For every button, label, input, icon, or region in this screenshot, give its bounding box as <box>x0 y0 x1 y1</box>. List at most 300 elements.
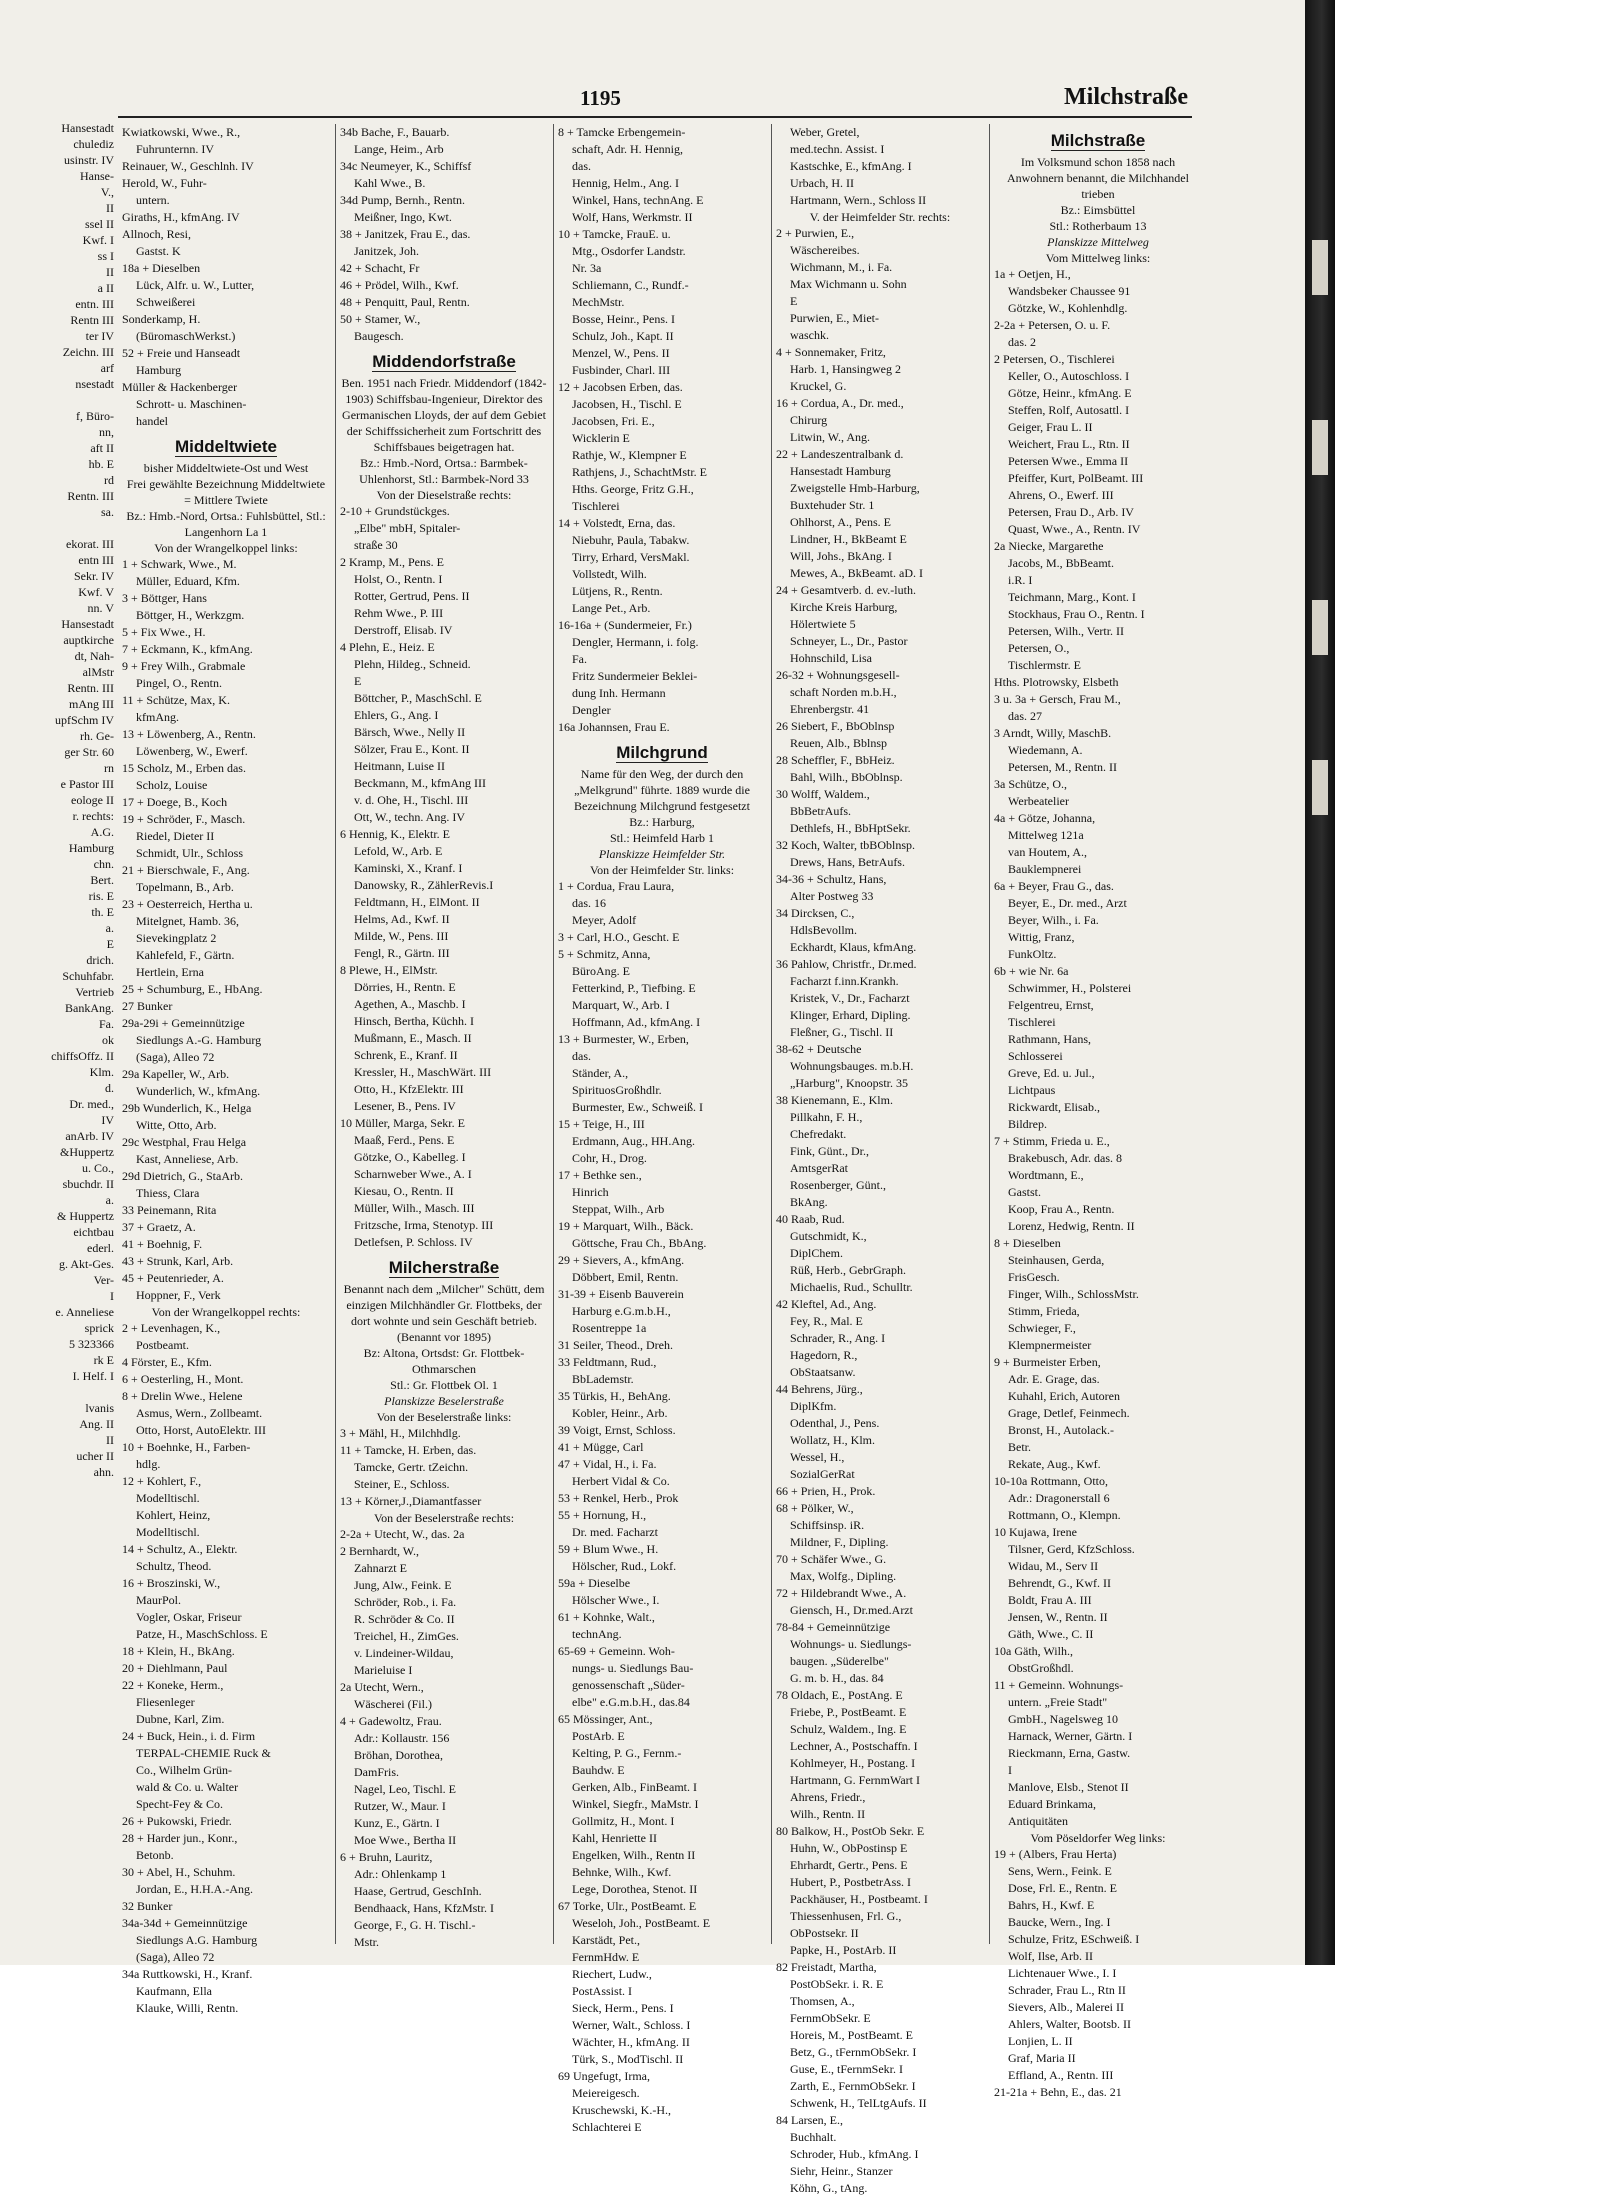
resident-entry: Fa. <box>572 652 587 666</box>
house-number-entry: 38-62 + Deutsche <box>776 1042 862 1056</box>
resident-entry: Fleßner, G., Tischl. II <box>790 1025 894 1039</box>
margin-fragment: auptkirche <box>63 633 114 647</box>
margin-fragment: sprick <box>84 1321 114 1335</box>
resident-entry: Klauke, Willi, Rentn. <box>136 2001 239 2015</box>
resident-entry: Hertlein, Erna <box>136 965 204 979</box>
house-number-entry: 19 + (Albers, Frau Herta) <box>994 1847 1117 1861</box>
resident-entry: Widau, M., Serv II <box>1008 1559 1099 1573</box>
resident-entry: Thomsen, A., <box>790 1994 855 2008</box>
resident-entry: Rathje, W., Klempner E <box>572 448 687 462</box>
resident-entry: Steiner, E., Schloss. <box>354 1477 450 1491</box>
margin-fragment: chn. <box>93 857 114 871</box>
resident-entry: v. d. Ohe, H., Tischl. III <box>354 793 469 807</box>
resident-entry: Asmus, Wern., Zollbeamt. <box>136 1406 263 1420</box>
resident-entry: Kressler, H., MaschWärt. III <box>354 1065 492 1079</box>
resident-entry: Quast, Wwe., A., Rentn. IV <box>1008 522 1141 536</box>
house-number-entry: 13 + Löwenberg, A., Rentn. <box>122 727 256 741</box>
resident-entry: Ständer, A., <box>572 1066 629 1080</box>
resident-entry: wald & Co. u. Walter <box>136 1780 239 1794</box>
house-number-entry: Reinauer, W., Geschlnh. IV <box>122 159 254 173</box>
resident-entry: Müller, Wilh., Masch. III <box>354 1201 475 1215</box>
margin-fragment: Vertrieb <box>75 985 114 999</box>
resident-entry: Hartmann, Wern., Schloss II <box>790 193 927 207</box>
margin-fragment: E <box>106 937 114 951</box>
resident-entry: schaft Norden m.b.H., <box>790 685 897 699</box>
resident-entry: Max Wichmann u. Sohn <box>790 277 907 291</box>
resident-entry: genossenschaft „Süder- <box>572 1678 685 1692</box>
resident-entry: „Harburg", Knoopstr. 35 <box>790 1076 908 1090</box>
resident-entry: Keller, O., Autoschloss. I <box>1008 369 1130 383</box>
resident-entry: Tischlerei <box>1008 1015 1056 1029</box>
house-number-entry: 59 + Blum Wwe., H. <box>558 1542 659 1556</box>
resident-entry: ObPostsekr. II <box>790 1926 859 1940</box>
house-number-entry: 14 + Schultz, A., Elektr. <box>122 1542 238 1556</box>
resident-entry: Lege, Dorothea, Stenot. II <box>572 1882 698 1896</box>
resident-entry: technAng. <box>572 1627 622 1641</box>
house-number-entry: Müller & Hackenberger <box>122 380 238 394</box>
house-number-entry: Hths. Plotrowsky, Elsbeth <box>994 675 1119 689</box>
house-number-entry: 46 + Prödel, Wilh., Kwf. <box>340 278 459 292</box>
street-name: Middeltwiete <box>174 437 277 456</box>
house-number-entry: 11 + Gemeinn. Wohnungs- <box>994 1678 1124 1692</box>
house-number-entry: 9 + Burmeister Erben, <box>994 1355 1101 1369</box>
resident-entry: Urbach, H. II <box>790 176 854 190</box>
house-number-entry: 29c Westphal, Frau Helga <box>122 1135 247 1149</box>
resident-entry: Sievers, Alb., Malerei II <box>1008 2000 1124 2014</box>
street-description: Von der Beselerstraße links: <box>376 1410 512 1424</box>
resident-entry: Witte, Otto, Arb. <box>136 1118 217 1132</box>
resident-entry: Odenthal, J., Pens. <box>790 1416 880 1430</box>
resident-entry: Fliesenleger <box>136 1695 195 1709</box>
resident-entry: Siedlungs A.G. Hamburg <box>136 1933 258 1947</box>
street-description: Vom Mittelweg links: <box>1045 251 1151 265</box>
resident-entry: Feldtmann, H., ElMont. II <box>354 895 480 909</box>
street-description: Vom Pöseldorfer Weg links: <box>1030 1831 1166 1845</box>
resident-entry: Helms, Ad., Kwf. II <box>354 912 450 926</box>
resident-entry: Kelting, P. G., Fernm.- <box>572 1746 682 1760</box>
resident-entry: PostObSekr. i. R. E <box>790 1977 884 1991</box>
resident-entry: Lange Pet., Arb. <box>572 601 651 615</box>
resident-entry: Buxtehuder Str. 1 <box>790 498 875 512</box>
resident-entry: Ott, W., techn. Ang. IV <box>354 810 465 824</box>
resident-entry: Meyer, Adolf <box>572 913 637 927</box>
margin-fragment: rd <box>104 473 114 487</box>
house-number-entry: 30 + Abel, H., Schuhm. <box>122 1865 236 1879</box>
resident-entry: Agethen, A., Maschb. I <box>354 997 466 1011</box>
resident-entry: Marieluise I <box>354 1663 413 1677</box>
resident-entry: ObstGroßhdl. <box>1008 1661 1074 1675</box>
resident-entry: Giensch, H., Dr.med.Arzt <box>790 1603 913 1617</box>
house-number-entry: 6 + Bruhn, Lauritz, <box>340 1850 433 1864</box>
resident-entry: BüroAng. E <box>572 964 630 978</box>
house-number-entry: 34a-34d + Gemeinnützige <box>122 1916 248 1930</box>
resident-entry: Kaufmann, Ella <box>136 1984 212 1998</box>
margin-fragment: usinstr. IV <box>63 153 114 167</box>
margin-fragment: II <box>106 265 114 279</box>
resident-entry: Treichel, H., ZimGes. <box>354 1629 459 1643</box>
street-description: Name für den Weg, der durch den „Melkgrund" führte. 1889 wurde die Bezeichnung Milchgrund festgesetzt <box>574 767 750 813</box>
resident-entry: Rüß, Herb., GebrGraph. <box>790 1263 906 1277</box>
house-number-entry: 4 + Gadewoltz, Frau. <box>340 1714 442 1728</box>
resident-entry: TERPAL-CHEMIE Ruck & <box>136 1746 271 1760</box>
resident-entry: Lechner, A., Postschaffn. I <box>790 1739 918 1753</box>
resident-entry: Lorenz, Hedwig, Rentn. II <box>1008 1219 1135 1233</box>
resident-entry: Sens, Wern., Feink. E <box>1008 1864 1112 1878</box>
margin-fragment: alMstr <box>82 665 114 679</box>
resident-entry: Dengler, Hermann, i. folg. <box>572 635 699 649</box>
resident-entry: Scholz, Louise <box>136 778 208 792</box>
resident-entry: Steppat, Wilh., Arb <box>572 1202 665 1216</box>
house-number-entry: 13 + Körner,J.,Diamantfasser <box>340 1494 482 1508</box>
house-number-entry: 5 + Schmitz, Anna, <box>558 947 651 961</box>
house-number-entry: 26-32 + Wohnungsgesell- <box>776 668 900 682</box>
resident-entry: Felgentreu, Ernst, <box>1008 998 1094 1012</box>
resident-entry: schaft, Adr. H. Hennig, <box>572 142 683 156</box>
resident-entry: Beyer, E., Dr. med., Arzt <box>1008 896 1127 910</box>
resident-entry: Wilh., Rentn. II <box>790 1807 866 1821</box>
resident-entry: Kohlert, Heinz, <box>136 1508 211 1522</box>
resident-entry: Dethlefs, H., BbHptSekr. <box>790 821 911 835</box>
resident-entry: Milde, W., Pens. III <box>354 929 449 943</box>
resident-entry: straße 30 <box>354 538 398 552</box>
margin-fragment: sbuchdr. II <box>62 1177 114 1191</box>
resident-entry: van Houtem, A., <box>1008 845 1087 859</box>
resident-entry: Tirry, Erhard, VersMakl. <box>572 550 690 564</box>
resident-entry: Bronst, H., Autolack.- <box>1008 1423 1114 1437</box>
resident-entry: Schulz, Joh., Kapt. II <box>572 329 674 343</box>
house-number-entry: 29d Dietrich, G., StaArb. <box>122 1169 243 1183</box>
resident-entry: Jacobsen, Fri. E., <box>572 414 655 428</box>
resident-entry: Beyer, Wilh., i. Fa. <box>1008 913 1099 927</box>
resident-entry: Menzel, W., Pens. II <box>572 346 670 360</box>
house-number-entry: 2-10 + Grundstückges. <box>340 504 450 518</box>
resident-entry: das. <box>572 1049 591 1063</box>
resident-entry: Zweigstelle Hmb-Harburg, <box>790 481 920 495</box>
resident-entry: Wächter, H., kfmAng. II <box>572 2035 690 2049</box>
resident-entry: Baugesch. <box>354 329 404 343</box>
margin-fragment: ok <box>102 1033 114 1047</box>
resident-entry: Koop, Frau A., Rentn. <box>1008 1202 1115 1216</box>
street-heading <box>340 349 548 375</box>
resident-entry: Friebe, P., PostBeamt. E <box>790 1705 907 1719</box>
directory-column-3 <box>558 124 766 2134</box>
resident-entry: Hagedorn, R., <box>790 1348 858 1362</box>
resident-entry: Schliemann, C., Rundf.- <box>572 278 689 292</box>
resident-entry: Sölzer, Frau E., Kont. II <box>354 742 470 756</box>
resident-entry: untern. <box>136 193 170 207</box>
house-number-entry: 70 + Schäfer Wwe., G. <box>776 1552 887 1566</box>
house-number-entry: 34a Ruttkowski, H., Kranf. <box>122 1967 253 1981</box>
house-number-entry: 14 + Volstedt, Erna, das. <box>558 516 676 530</box>
house-number-entry: 47 + Vidal, H., i. Fa. <box>558 1457 657 1471</box>
resident-entry: Modelltischl. <box>136 1491 200 1505</box>
resident-entry: AmtsgerRat <box>790 1161 848 1175</box>
resident-entry: Kuhahl, Erich, Autoren <box>1008 1389 1120 1403</box>
house-number-entry: Kwiatkowski, Wwe., R., <box>122 125 241 139</box>
margin-fragment: d. <box>105 1081 114 1095</box>
resident-entry: Thiess, Clara <box>136 1186 200 1200</box>
resident-entry: Schulz, Waldem., Ing. E <box>790 1722 907 1736</box>
resident-entry: Fey, R., Mal. E <box>790 1314 863 1328</box>
resident-entry: Fengl, R., Gärtn. III <box>354 946 450 960</box>
resident-entry: Danowsky, R., ZählerRevis.I <box>354 878 494 892</box>
resident-entry: Teichmann, Marg., Kont. I <box>1008 590 1136 604</box>
resident-entry: Werner, Walt., Schloss. I <box>572 2018 691 2032</box>
house-number-entry: 7 + Eckmann, K., kfmAng. <box>122 642 253 656</box>
street-description: Benannt nach dem „Milcher" Schütt, dem einzigen Milchhändler Gr. Flottbeks, der dort wohnte und sein Geschäft betrieb. <box>343 1282 545 1328</box>
house-number-entry: 17 + Bethke sen., <box>558 1168 642 1182</box>
resident-entry: Vollstedt, Wilh. <box>572 567 647 581</box>
margin-fragment: eologe II <box>71 793 114 807</box>
resident-entry: Schmidt, Ulr., Schloss <box>136 846 244 860</box>
house-number-entry: 82 Freistadt, Martha, <box>776 1960 877 1974</box>
house-number-entry: 16a Johannsen, Frau E. <box>558 720 670 734</box>
resident-entry: Lesener, B., Pens. IV <box>354 1099 456 1113</box>
resident-entry: Götzke, O., Kabelleg. I <box>354 1150 466 1164</box>
resident-entry: MaurPol. <box>136 1593 181 1607</box>
resident-entry: Max, Wolfg., Dipling. <box>790 1569 897 1583</box>
resident-entry: Karstädt, Pet., <box>572 1933 640 1947</box>
margin-fragment: dt, Nah- <box>74 649 114 663</box>
margin-fragment: Hansestadt <box>61 617 114 631</box>
resident-entry: Hoffmann, Ad., kfmAng. I <box>572 1015 701 1029</box>
margin-fragment: Zeichn. III <box>62 345 114 359</box>
resident-entry: Schrenk, E., Kranf. II <box>354 1048 458 1062</box>
resident-entry: Wohnungsbauges. m.b.H. <box>790 1059 914 1073</box>
resident-entry: dung Inh. Hermann <box>572 686 666 700</box>
margin-fragment: e Pastor III <box>60 777 114 791</box>
house-number-entry: 20 + Diehlmann, Paul <box>122 1661 228 1675</box>
resident-entry: Patze, H., MaschSchloss. E <box>136 1627 268 1641</box>
resident-entry: Modelltischl. <box>136 1525 200 1539</box>
resident-entry: Nagel, Leo, Tischl. E <box>354 1782 456 1796</box>
resident-entry: Erdmann, Aug., HH.Ang. <box>572 1134 695 1148</box>
house-number-entry: 72 + Hildebrandt Wwe., A. <box>776 1586 907 1600</box>
resident-entry: Siehr, Heinr., Stanzer <box>790 2164 893 2178</box>
margin-fragment: 5 323366 <box>69 1337 114 1351</box>
resident-entry: Wolf, Hans, Werkmstr. II <box>572 210 693 224</box>
house-number-entry: 36 Pahlow, Christfr., Dr.med. <box>776 957 917 971</box>
house-number-entry: 6 + Oesterling, H., Mont. <box>122 1372 244 1386</box>
house-number-entry: 32 Bunker <box>122 1899 173 1913</box>
resident-entry: BkAng. <box>790 1195 828 1209</box>
resident-entry: Lichtpaus <box>1008 1083 1056 1097</box>
resident-entry: Mstr. <box>354 1935 380 1949</box>
resident-entry: Köhn, G., tAng. <box>790 2181 868 2195</box>
house-number-entry: 19 + Schröder, F., Masch. <box>122 812 246 826</box>
resident-entry: Winkel, Hans, technAng. E <box>572 193 704 207</box>
column-divider <box>335 124 336 1944</box>
house-number-entry: 3 u. 3a + Gersch, Frau M., <box>994 692 1121 706</box>
resident-entry: Hölscher Wwe., I. <box>572 1593 660 1607</box>
house-number-entry: 33 Feldtmann, Rud., <box>558 1355 657 1369</box>
resident-entry: Janitzek, Joh. <box>354 244 419 258</box>
margin-fragment: nsestadt <box>75 377 114 391</box>
resident-entry: Bauklempnerei <box>1008 862 1082 876</box>
margin-fragment: aft II <box>90 441 114 455</box>
resident-entry: Schrott- u. Maschinen- <box>136 397 247 411</box>
resident-entry: Böttger, H., Werkzgm. <box>136 608 245 622</box>
resident-entry: Baucke, Wern., Ing. I <box>1008 1915 1111 1929</box>
street-description: Bz.: Eimsbüttel <box>1060 203 1136 217</box>
resident-entry: Kaminski, X., Kranf. I <box>354 861 463 875</box>
resident-entry: Schrader, Frau L., Rtn II <box>1008 1983 1126 1997</box>
house-number-entry: 17 + Doege, B., Koch <box>122 795 228 809</box>
resident-entry: Drews, Hans, BetrAufs. <box>790 855 905 869</box>
house-number-entry: 34b Bache, F., Bauarb. <box>340 125 450 139</box>
street-name: Middendorfstraße <box>372 352 516 371</box>
resident-entry: Pfeiffer, Kurt, PolBeamt. III <box>1008 471 1144 485</box>
resident-entry: Rathmann, Hans, <box>1008 1032 1091 1046</box>
resident-entry: Wolf, Ilse, Arb. II <box>1008 1949 1094 1963</box>
resident-entry: Adr. E. Grage, das. <box>1008 1372 1100 1386</box>
resident-entry: Specht-Fey & Co. <box>136 1797 223 1811</box>
resident-entry: Bendhaack, Hans, KfzMstr. I <box>354 1901 494 1915</box>
resident-entry: Harb. 1, Hansingweg 2 <box>790 362 901 376</box>
binding-strip <box>1312 600 1328 655</box>
resident-entry: Derstroff, Elisab. IV <box>354 623 453 637</box>
street-description: Bz.: Hmb.-Nord, Ortsa.: Barmbek-Uhlenhorst, Stl.: Barmbek-Nord 33 <box>359 456 529 486</box>
resident-entry: Schlosserei <box>1008 1049 1063 1063</box>
resident-entry: Plehn, Hildeg., Schneid. <box>354 657 471 671</box>
resident-entry: hdlg. <box>136 1457 161 1471</box>
resident-entry: Nr. 3a <box>572 261 602 275</box>
resident-entry: Wollatz, H., Klm. <box>790 1433 876 1447</box>
resident-entry: Lange, Heim., Arb <box>354 142 444 156</box>
resident-entry: Wichmann, M., i. Fa. <box>790 260 893 274</box>
house-number-entry: 25 + Schumburg, E., HbAng. <box>122 982 263 996</box>
resident-entry: BbLademstr. <box>572 1372 634 1386</box>
resident-entry: Bahl, Wilh., BbOblnsp. <box>790 770 903 784</box>
margin-fragment: sa. <box>101 505 114 519</box>
resident-entry: Purwien, E., Miet- <box>790 311 879 325</box>
street-description: Bz.: Hmb.-Nord, Ortsa.: Fuhlsbüttel, Stl.: Langenhorn La 1 <box>126 509 326 539</box>
margin-fragment: Klm. <box>89 1065 114 1079</box>
resident-entry: Gastst. K <box>136 244 181 258</box>
house-number-entry: 61 + Kohnke, Walt., <box>558 1610 655 1624</box>
resident-entry: Klempnermeister <box>1008 1338 1092 1352</box>
resident-entry: Finger, Wilh., SchlossMstr. <box>1008 1287 1139 1301</box>
resident-entry: Jung, Alw., Feink. E <box>354 1578 452 1592</box>
resident-entry: Betz, G., tFernmObSekr. I <box>790 2045 917 2059</box>
column-divider <box>553 124 554 1944</box>
resident-entry: Geiger, Frau L. II <box>1008 420 1093 434</box>
house-number-entry: 10 + Boehnke, H., Farben- <box>122 1440 251 1454</box>
house-number-entry: 45 + Peutenrieder, A. <box>122 1271 224 1285</box>
house-number-entry: 65 Mössinger, Ant., <box>558 1712 653 1726</box>
street-description: Ben. 1951 nach Friedr. Middendorf (1842-1903) Schiffsbau-Ingenieur, Direktor des Germanischen Lloyds, der auf dem Gebiet der Schiffssicherheit zum Fortschritt des Schiffsbaues beigetragen hat. <box>341 376 547 454</box>
resident-entry: Hennig, Helm., Ang. I <box>572 176 679 190</box>
margin-fragment <box>0 392 120 408</box>
resident-entry: Adr.: Dragonerstall 6 <box>1008 1491 1110 1505</box>
margin-fragment: & Huppertz <box>57 1209 114 1223</box>
resident-entry: Wordtmann, E., <box>1008 1168 1084 1182</box>
resident-entry: Boldt, Frau A. III <box>1008 1593 1092 1607</box>
resident-entry: Herbert Vidal & Co. <box>572 1474 670 1488</box>
house-number-entry: 32 Koch, Walter, tbBOblnsp. <box>776 838 915 852</box>
house-number-entry: 16 + Broszinski, W., <box>122 1576 221 1590</box>
resident-entry: das. 2 <box>1008 335 1036 349</box>
street-name: Milcherstraße <box>388 1258 500 1277</box>
house-number-entry: 22 + Landeszentralbank d. <box>776 447 904 461</box>
resident-entry: Hölertwiete 5 <box>790 617 856 631</box>
house-number-entry: 34 Dircksen, C., <box>776 906 855 920</box>
resident-entry: Litwin, W., Ang. <box>790 430 871 444</box>
resident-entry: Reuen, Alb., Bblnsp <box>790 736 888 750</box>
margin-fragment: entn III <box>78 553 114 567</box>
resident-entry: Rekate, Aug., Kwf. <box>1008 1457 1101 1471</box>
resident-entry: das. 27 <box>1008 709 1042 723</box>
resident-entry: DiplChem. <box>790 1246 843 1260</box>
resident-entry: Eckhardt, Klaus, kfmAng. <box>790 940 917 954</box>
house-number-entry: 84 Larsen, E., <box>776 2113 843 2127</box>
resident-entry: waschk. <box>790 328 829 342</box>
resident-entry: Kunz, E., Gärtn. I <box>354 1816 440 1830</box>
street-name: Milchgrund <box>616 743 708 762</box>
resident-entry: Lefold, W., Arb. E <box>354 844 443 858</box>
margin-fragment: upfSchm IV <box>55 713 114 727</box>
house-number-entry: 30 Wolff, Waldem., <box>776 787 870 801</box>
resident-entry: Chefredakt. <box>790 1127 847 1141</box>
resident-entry: Götzke, W., Kohlenhdlg. <box>1008 301 1128 315</box>
resident-entry: Stockhaus, Frau O., Rentn. I <box>1008 607 1145 621</box>
house-number-entry: 53 + Renkel, Herb., Prok <box>558 1491 679 1505</box>
house-number-entry: 2 Bernhardt, W., <box>340 1544 419 1558</box>
resident-entry: Hansestadt Hamburg <box>790 464 891 478</box>
resident-entry: Maaß, Ferd., Pens. E <box>354 1133 455 1147</box>
resident-entry: (Saga), Alleo 72 <box>136 1050 215 1064</box>
margin-fragment: Rentn III <box>70 313 114 327</box>
resident-entry: Harnack, Werner, Gärtn. I <box>1008 1729 1133 1743</box>
resident-entry: Hartmann, G. FernmWart I <box>790 1773 920 1787</box>
house-number-entry: 6 Hennig, K., Elektr. E <box>340 827 450 841</box>
resident-entry: Schulze, Fritz, ESchweiß. I <box>1008 1932 1140 1946</box>
resident-entry: Ahrens, Friedr., <box>790 1790 866 1804</box>
resident-entry: Hoppner, F., Verk <box>136 1288 221 1302</box>
margin-fragment: a. <box>105 1193 114 1207</box>
resident-entry: Zahnarzt E <box>354 1561 407 1575</box>
house-number-entry: 34c Neumeyer, K., Schiffsf <box>340 159 472 173</box>
resident-entry: i.R. I <box>1008 573 1033 587</box>
house-number-entry: 55 + Hornung, H., <box>558 1508 647 1522</box>
resident-entry: Wittig, Franz, <box>1008 930 1075 944</box>
resident-entry: Rickwardt, Elisab., <box>1008 1100 1100 1114</box>
resident-entry: Kahlefeld, F., Gärtn. <box>136 948 235 962</box>
resident-entry: Siedlungs A.-G. Hamburg <box>136 1033 262 1047</box>
resident-entry: Mittelweg 121a <box>1008 828 1084 842</box>
resident-entry: R. Schröder & Co. II <box>354 1612 455 1626</box>
resident-entry: Pillkahn, F. H., <box>790 1110 863 1124</box>
resident-entry: „Elbe" mbH, Spitaler- <box>354 521 461 535</box>
resident-entry: Bosse, Heinr., Pens. I <box>572 312 675 326</box>
street-description: Stl.: Heimfeld Harb 1 <box>610 831 714 845</box>
resident-entry: Scharnweber Wwe., A. I <box>354 1167 472 1181</box>
house-number-entry: 11 + Tamcke, H. Erben, das. <box>340 1443 477 1457</box>
street-description: Im Volksmund schon 1858 nach Anwohnern benannt, die Milchhandel trieben <box>1007 155 1189 201</box>
directory-column-4 <box>776 124 984 2195</box>
resident-entry: Hinrich <box>572 1185 609 1199</box>
house-number-entry: 10 + Tamcke, FrauE. u. <box>558 227 671 241</box>
resident-entry: Schultz, Theod. <box>136 1559 212 1573</box>
resident-entry: Fritz Sundermeier Beklei- <box>572 669 698 683</box>
margin-fragment: Ang. II <box>79 1417 114 1431</box>
resident-entry: Cohr, H., Drog. <box>572 1151 647 1165</box>
street-description: Von der Wrangelkoppel rechts: <box>151 1305 301 1319</box>
resident-entry: Meißner, Ingo, Kwt. <box>354 210 452 224</box>
resident-entry: DiplKfm. <box>790 1399 837 1413</box>
resident-entry: Topelmann, B., Arb. <box>136 880 234 894</box>
resident-entry: med.techn. Assist. I <box>790 142 885 156</box>
